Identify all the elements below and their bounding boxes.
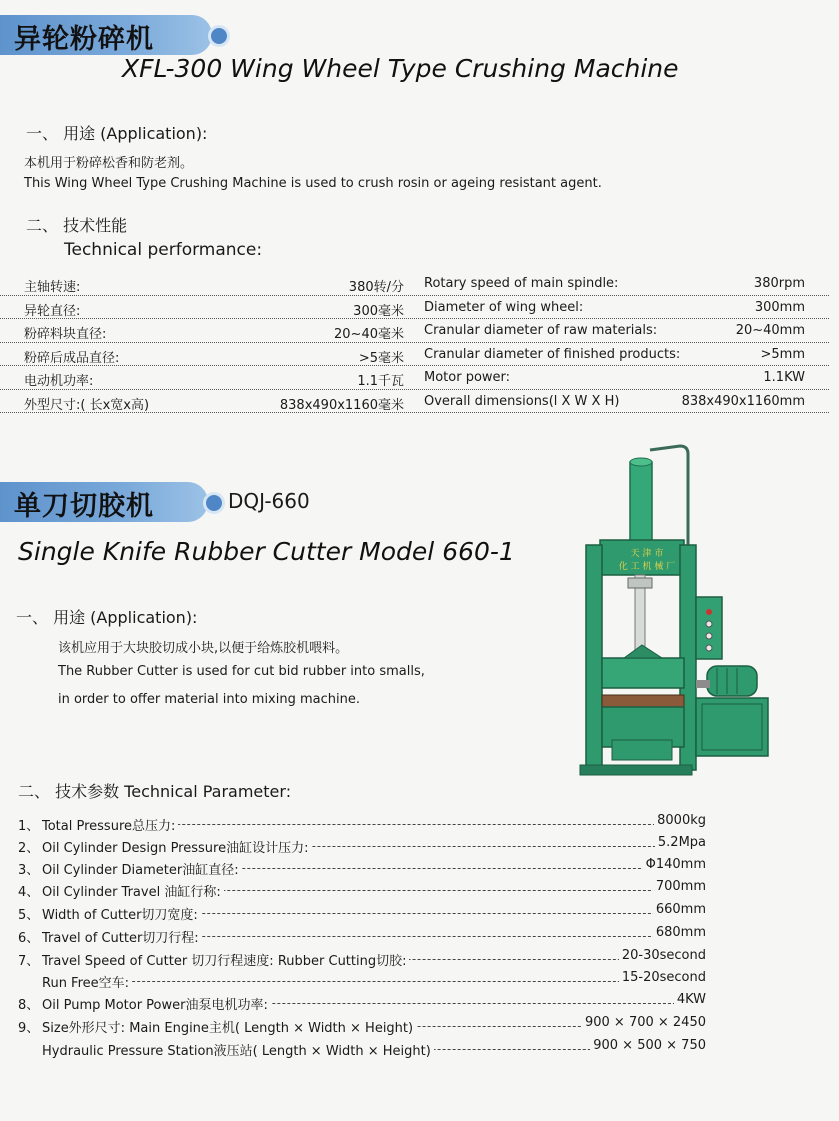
param-label: Hydraulic Pressure Station液压站( Length × Width × Height) xyxy=(42,1040,434,1059)
performance-row xyxy=(0,319,829,343)
perf-value-cn: 20~40毫米 xyxy=(334,327,404,342)
performance-row xyxy=(0,296,829,320)
performance-row xyxy=(0,272,829,296)
performance-row xyxy=(0,390,829,414)
perf-label-en: Cranular diameter of raw materials: xyxy=(424,323,658,338)
param-label: Width of Cutter切刀宽度: xyxy=(42,904,201,923)
perf-label-cn: 电动机功率: xyxy=(24,374,94,389)
section2-application-en-2: in order to offer material into mixing machine. xyxy=(58,692,360,707)
perf-value-en: 380rpm xyxy=(753,276,805,291)
section2-model: DQJ-660 xyxy=(228,489,310,513)
param-value: 4KW xyxy=(674,992,706,1007)
param-num: 9、 xyxy=(18,1021,40,1036)
perf-value-cn: 1.1千瓦 xyxy=(357,374,404,389)
param-value: 900 × 700 × 2450 xyxy=(582,1015,706,1030)
param-num: 2、 xyxy=(18,841,40,856)
leader-line xyxy=(42,981,706,982)
section1-title-dot xyxy=(208,25,230,47)
machine-plate-line1: 天 津 市 xyxy=(630,549,664,559)
param-num: 1、 xyxy=(18,819,40,834)
perf-value-en: >5mm xyxy=(760,346,805,362)
rubber-cutter-machine-image xyxy=(572,440,782,790)
param-label: Run Free空车: xyxy=(42,972,132,991)
param-row xyxy=(18,970,706,990)
perf-value-en: 20~40mm xyxy=(735,323,805,338)
param-value: 5.2Mpa xyxy=(655,835,706,850)
param-row xyxy=(18,1015,706,1035)
section2-title-dot xyxy=(203,492,225,514)
param-row xyxy=(18,835,706,855)
perf-value-cn: 300毫米 xyxy=(353,303,404,319)
param-value: 15-20second xyxy=(619,970,706,985)
param-value: 20-30second xyxy=(619,948,706,963)
perf-label-en: Motor power: xyxy=(424,370,511,385)
machine-plate-line2: 化 工 机 械 厂 xyxy=(618,562,676,572)
param-value: 680mm xyxy=(653,925,706,940)
perf-label-cn: 粉碎后成品直径: xyxy=(24,350,120,366)
param-label: Travel Speed of Cutter 切刀行程速度: Rubber Cutting切胶: xyxy=(42,950,409,969)
section2-title-cn: 单刀切胶机 xyxy=(14,491,154,522)
perf-label-cn: 异轮直径: xyxy=(24,303,81,319)
perf-label-en: Rotary speed of main spindle: xyxy=(424,276,619,291)
section2-application-cn: 该机应用于大块胶切成小块,以便于给炼胶机喂料。 xyxy=(58,641,349,656)
param-label: Oil Cylinder Design Pressure油缸设计压力: xyxy=(42,837,311,856)
param-label: Travel of Cutter切刀行程: xyxy=(42,927,202,946)
perf-value-cn: >5毫米 xyxy=(358,350,404,366)
section2-application-en-1: The Rubber Cutter is used for cut bid rubber into smalls, xyxy=(58,664,425,679)
section2-application-heading: 一、 用途 (Application): xyxy=(16,608,198,627)
param-row xyxy=(18,813,706,833)
perf-value-cn: 380转/分 xyxy=(348,280,404,295)
section1-performance-heading-en: Technical performance: xyxy=(64,240,263,260)
machine-plate xyxy=(611,548,683,574)
param-num: 8、 xyxy=(18,998,40,1013)
param-value: 8000kg xyxy=(654,813,706,828)
performance-table xyxy=(0,272,829,413)
perf-label-cn: 粉碎料块直径: xyxy=(24,327,107,342)
section2-param-heading: 二、 技术参数 Technical Parameter: xyxy=(18,782,292,801)
param-num: 7、 xyxy=(18,954,40,969)
perf-label-cn: 主轴转速: xyxy=(24,280,81,295)
perf-label-en: Diameter of wing wheel: xyxy=(424,299,584,315)
performance-row xyxy=(0,343,829,367)
perf-value-en: 300mm xyxy=(754,299,805,315)
perf-label-en: Overall dimensions(l X W X H) xyxy=(424,393,620,409)
param-num: 6、 xyxy=(18,931,40,946)
param-num: 5、 xyxy=(18,908,40,923)
param-label: Oil Cylinder Travel 油缸行称: xyxy=(42,881,224,900)
param-row xyxy=(18,857,706,877)
param-row xyxy=(18,902,706,922)
section2-title-en: Single Knife Rubber Cutter Model 660-1 xyxy=(18,537,515,566)
param-row xyxy=(18,925,706,945)
section1-application-en: This Wing Wheel Type Crushing Machine is used to crush rosin or ageing resistant agent. xyxy=(24,176,602,191)
param-row xyxy=(18,948,706,968)
param-value: 700mm xyxy=(653,879,706,894)
param-value: 900 × 500 × 750 xyxy=(590,1038,706,1053)
section1-performance-heading-cn: 二、 技术性能 xyxy=(26,216,128,235)
param-value: Φ140mm xyxy=(643,857,706,872)
param-label: Total Pressure总压力: xyxy=(42,815,178,834)
param-label: Size外形尺寸: Main Engine主机( Length × Width × Height) xyxy=(42,1017,416,1036)
performance-row xyxy=(0,366,829,390)
perf-value-cn: 838x490x1160毫米 xyxy=(279,397,404,413)
section1-application-cn: 本机用于粉碎松香和防老剂。 xyxy=(24,156,194,171)
perf-label-cn: 外型尺寸:( 长x宽x高) xyxy=(24,397,150,413)
section1-title-en: XFL-300 Wing Wheel Type Crushing Machine xyxy=(122,54,679,83)
param-value: 660mm xyxy=(653,902,706,917)
param-row xyxy=(18,992,706,1012)
perf-label-en: Cranular diameter of finished products: xyxy=(424,346,681,362)
param-num: 3、 xyxy=(18,863,40,878)
param-row xyxy=(18,879,706,899)
perf-value-en: 838x490x1160mm xyxy=(681,393,805,409)
param-row xyxy=(18,1038,706,1058)
perf-value-en: 1.1KW xyxy=(763,370,805,385)
section1-title-cn: 异轮粉碎机 xyxy=(14,24,154,55)
section1-application-heading: 一、 用途 (Application): xyxy=(26,124,208,143)
param-label: Oil Pump Motor Power油泵电机功率: xyxy=(42,994,271,1013)
param-num: 4、 xyxy=(18,885,40,900)
param-label: Oil Cylinder Diameter油缸直径: xyxy=(42,859,242,878)
